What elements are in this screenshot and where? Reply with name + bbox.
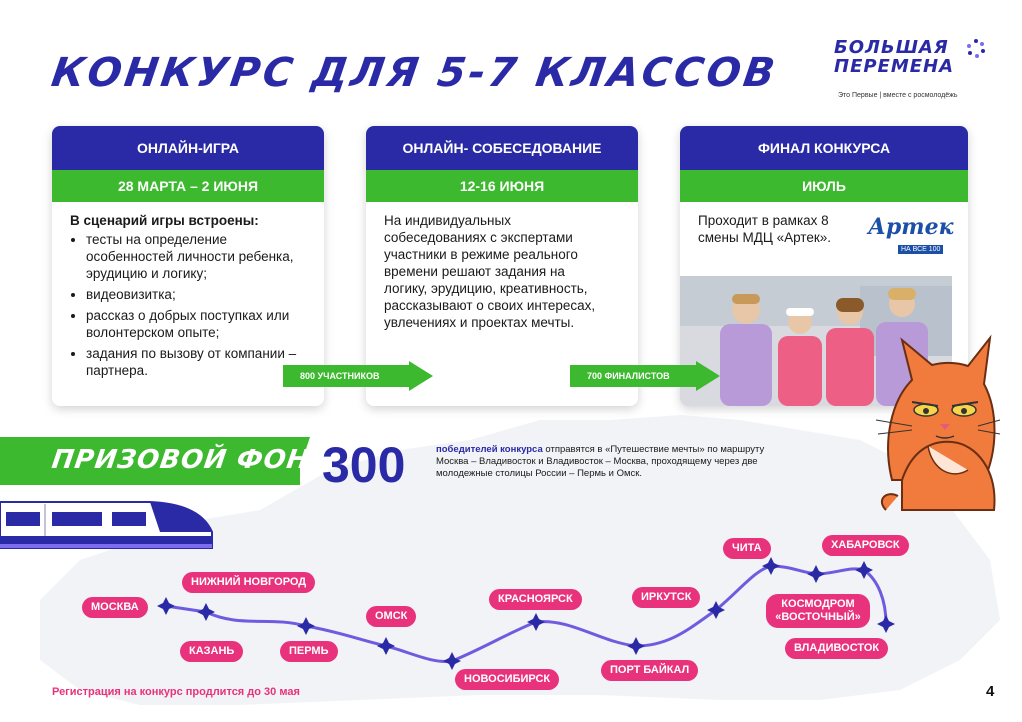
card-text: Проходит в рамках 8 смены МДЦ «Артек». xyxy=(698,213,832,245)
logo-subtitle: Это Первые | вместе с росмолодёжь xyxy=(838,92,958,99)
city-krasnoyarsk: КРАСНОЯРСК xyxy=(489,589,582,610)
city-irkutsk: ИРКУТСК xyxy=(632,587,700,608)
card-intro: В сценарий игры встроены: xyxy=(70,213,259,228)
prize-description: победителей конкурса отправятся в «Путешествие мечты» по маршруту Москва – Владивосток и Владивосток – Москва, проходящему через две молодежные столицы России – Пермь и Омск. xyxy=(436,444,765,479)
card-heading: ОНЛАЙН- СОБЕСЕДОВАНИЕ xyxy=(366,126,638,170)
list-item: • задания по вызову от компании – партнера. xyxy=(86,345,308,379)
cat-mascot-icon xyxy=(872,330,1002,520)
city-perm: ПЕРМЬ xyxy=(280,641,338,662)
registration-note: Регистрация на конкурс продлится до 30 мая xyxy=(52,686,300,698)
card-date: ИЮЛЬ xyxy=(680,170,968,202)
artek-logo: Артек НА ВСЕ 100 xyxy=(868,214,954,253)
finalists-arrow-label: 700 ФИНАЛИСТОВ xyxy=(587,371,670,381)
city-vladivostok: ВЛАДИВОСТОК xyxy=(785,638,888,659)
city-nizhny-novgorod: НИЖНИЙ НОВГОРОД xyxy=(182,572,315,593)
bolshaya-peremena-logo: БОЛЬШАЯ ПЕРЕМЕНА Это Первые | вместе с росмолодёжь xyxy=(834,38,984,108)
page-number: 4 xyxy=(986,683,995,700)
page-title: КОНКУРС ДЛЯ 5-7 КЛАССОВ xyxy=(48,50,781,96)
winners-count: 300 xyxy=(322,437,406,493)
participants-arrow-label: 800 УЧАСТНИКОВ xyxy=(300,371,380,381)
list-item: • тесты на определение особенностей личности ребенка, эрудицию и логику; xyxy=(86,231,308,282)
city-omsk: ОМСК xyxy=(366,606,416,627)
card-date: 28 МАРТА – 2 ИЮНЯ xyxy=(52,170,324,202)
card-text: На индивидуальных собеседованиях с экспертами участники в режиме реального времени решают задания на логику, эрудицию, креативность, рассказывают о своих интересах, увлечениях и проектах мечты. xyxy=(384,213,596,330)
city-vostochny-cosmodrome: КОСМОДРОМ «ВОСТОЧНЫЙ» xyxy=(766,594,870,628)
prize-banner-title: ПРИЗОВОЙ ФОНД xyxy=(49,445,336,475)
card-heading: ФИНАЛ КОНКУРСА xyxy=(680,126,968,170)
city-kazan: КАЗАНЬ xyxy=(180,641,243,662)
card-date: 12-16 ИЮНЯ xyxy=(366,170,638,202)
city-novosibirsk: НОВОСИБИРСК xyxy=(455,669,559,690)
list-item: • видеовизитка; xyxy=(86,286,308,303)
city-khabarovsk: ХАБАРОВСК xyxy=(822,535,909,556)
city-port-baikal: ПОРТ БАЙКАЛ xyxy=(601,660,698,681)
city-chita: ЧИТА xyxy=(723,538,771,559)
card-heading: ОНЛАЙН-ИГРА xyxy=(52,126,324,170)
list-item: • рассказ о добрых поступках или волонтерском опыте; xyxy=(86,307,308,341)
city-moscow: МОСКВА xyxy=(82,597,148,618)
